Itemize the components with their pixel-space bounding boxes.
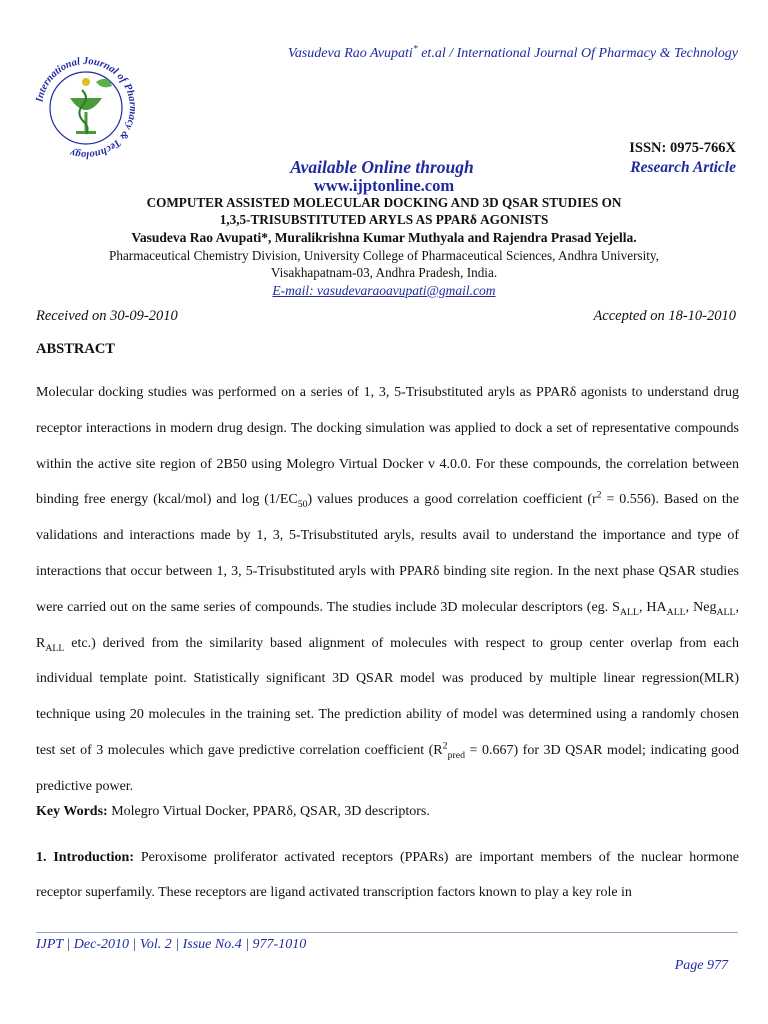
- introduction-heading: 1. Introduction:: [36, 850, 134, 865]
- journal-logo: [30, 52, 142, 164]
- running-head-journal: et.al / International Journal Of Pharmacy & Technology: [417, 46, 738, 61]
- received-date: Received on 30-09-2010: [36, 308, 178, 324]
- running-head-author: Vasudeva Rao Avupati: [287, 46, 413, 61]
- abstract-sub-sall: ALL: [619, 606, 639, 618]
- abstract-sub-rall: ALL: [45, 642, 65, 654]
- abstract-sub-pred: pred: [447, 749, 465, 761]
- abstract-text-1: Molecular docking studies was performed on a series of 1, 3, 5-Trisubstituted aryls as PPARδ agonists to understand drug receptor interactions in modern drug design. The docking simulation was applied to dock a set of representative compounds within the active site region of 2B50 using Molegro Virtual Docker v 4.0.0. For these compounds, the correlation between binding free energy (kcal/mol) and log (1/EC: [36, 385, 739, 508]
- introduction-text: Peroxisome proliferator activated receptors (PPARs) are important members of the nuclear hormone receptor superfamily. These receptors are ligand activated transcription factors known to play a key role in: [36, 850, 739, 900]
- affiliation-line1: Pharmaceutical Chemistry Division, University College of Pharmaceutical Sciences, Andhra University,: [109, 248, 659, 263]
- footer-citation: IJPT | Dec-2010 | Vol. 2 | Issue No.4 | 977-1010: [36, 937, 307, 952]
- journal-logo-graphic: [30, 52, 142, 164]
- abstract-heading: ABSTRACT: [36, 341, 115, 357]
- abstract-text-4: , HA: [638, 599, 667, 615]
- article-type: Research Article: [630, 159, 736, 176]
- available-online-text: Available Online through: [290, 157, 474, 177]
- article-authors: Vasudeva Rao Avupati*, Muralikrishna Kumar Muthyala and Rajendra Prasad Yejella.: [131, 230, 637, 245]
- article-title: [0, 194, 768, 228]
- abstract-text-5: , Neg: [685, 599, 717, 615]
- introduction: [36, 840, 739, 910]
- abstract-sub-haall: ALL: [666, 606, 686, 618]
- abstract-sub-ec50: 50: [297, 499, 308, 511]
- article-title-line1: COMPUTER ASSISTED MOLECULAR DOCKING AND 3D QSAR STUDIES ON: [146, 195, 622, 210]
- abstract-text-2: ) values produces a good correlation coefficient (r: [307, 492, 597, 508]
- abstract-text-6: , R: [36, 599, 739, 651]
- page-number: Page 977: [674, 958, 728, 973]
- journal-website-link[interactable]: www.ijptonline.com: [313, 176, 455, 195]
- issn: ISSN: 0975-766X: [629, 140, 736, 156]
- article-affiliation: [0, 247, 768, 281]
- abstract-body: [36, 375, 739, 805]
- abstract-text-8: = 0.667) for 3D QSAR model; indicating good predictive power.: [36, 742, 739, 794]
- running-head-mark: *: [412, 43, 418, 55]
- abstract-sup-r2: 2: [596, 489, 602, 501]
- available-online: [0, 157, 768, 178]
- author-email-link[interactable]: E-mail: vasudevaraoavupati@gmail.com: [272, 283, 496, 298]
- keywords: [36, 804, 430, 820]
- footer-divider: [36, 932, 738, 933]
- accepted-date: Accepted on 18-10-2010: [593, 308, 736, 324]
- abstract-sub-negall: ALL: [716, 606, 736, 618]
- running-header: [287, 43, 738, 62]
- article-title-line2: 1,3,5-TRISUBSTITUTED ARYLS AS PPARδ AGONISTS: [219, 212, 549, 227]
- drop-icon: [82, 78, 90, 86]
- abstract-text-7: etc.) derived from the similarity based alignment of molecules with respect to group center overlap from each individual template point. Statistically significant 3D QSAR model was produced by multiple linear regression(MLR) technique using 20 molecules in the training set. The prediction ability of model was determined using a randomly chosen test set of 3 molecules which gave predictive correlation coefficient (R: [36, 635, 739, 758]
- keywords-text: Molegro Virtual Docker, PPARδ, QSAR, 3D descriptors.: [107, 804, 430, 819]
- abstract-sup-r2pred: 2: [442, 740, 448, 752]
- logo-ring-text: International Journal of Pharmacy & Technology: [34, 55, 139, 161]
- keywords-label: Key Words:: [36, 804, 108, 819]
- affiliation-line2: Visakhapatnam-03, Andhra Pradesh, India.: [270, 265, 498, 280]
- abstract-text-3: = 0.556). Based on the validations and interactions made by 1, 3, 5-Trisubstituted aryls, results avail to understand the importance and type of interactions that occur between 1, 3, 5-Trisubstituted aryls with PPARδ binding site region. In the next phase QSAR studies were carried out on the same series of compounds. The studies include 3D molecular descriptors (eg. S: [36, 492, 740, 615]
